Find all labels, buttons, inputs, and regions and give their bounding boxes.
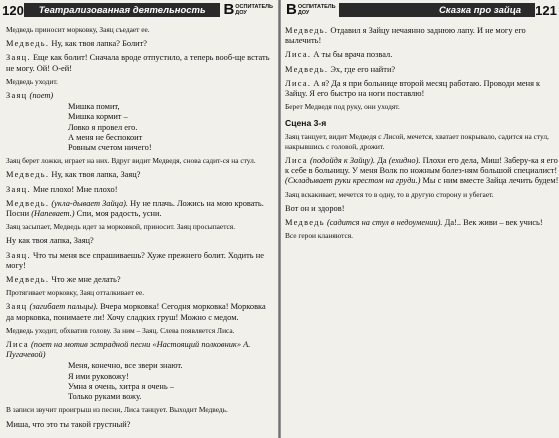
dialogue-text: Миша, что это ты такой грустный? [6, 419, 131, 429]
right-header-title: Сказка про зайца [339, 3, 535, 17]
stage-direction: Все герои кланяются. [285, 231, 354, 241]
stage-direction: Протягивает морковку, Заяц отталкивает ее. [6, 288, 145, 298]
stage-remark: (ехидно). [386, 156, 421, 166]
dialogue-text: Вот он и здоров! [285, 203, 345, 213]
dialogue-line [285, 65, 559, 75]
dialogue-text: Еще как болит! Сначала вроде отпустило, а теперь вооб-ще встать не могу. Ой! О-ей! [6, 53, 270, 73]
dialogue-line [6, 53, 272, 73]
poem-line: Ровным счетом ничего! [68, 143, 152, 153]
stage-direction: Медведь уходит, обхватив голову. За ним – Заяц. Слева появляется Лиса. [6, 325, 235, 335]
speaker-name: Медведь. [6, 198, 50, 208]
stage-remark: (поет на мотив эстрадной песни «Настоящий полковник» А. Пугачевой) [6, 340, 251, 360]
dialogue-line [6, 236, 272, 246]
dialogue-line [6, 340, 272, 360]
page-number-right: 121 [535, 2, 557, 18]
speaker-name: Заяц. [6, 184, 31, 194]
stage-remark: (Напевает.) [29, 209, 75, 219]
dialogue-line [6, 185, 272, 195]
speaker-name: Заяц. [6, 250, 31, 260]
stage-direction: В записи звучит проигрыш из песни, Лиса танцует. Выходит Медведь. [6, 405, 228, 415]
stage-direction: Медведь уходит. [6, 76, 58, 86]
poem-line: Только руками вожу. [68, 392, 142, 402]
stage-remark: (Складывает руки крестом на груди.) [285, 176, 421, 186]
poem-line: А меня не беспокоит [68, 132, 143, 142]
dialogue-text: Отдавил я Зайцу нечаянно заднюю лапу. И не могу его вылечить! [285, 26, 526, 46]
stage-direction: Заяц засыпает, Медведь идет за морковкой, приносит. Заяц просыпается. [6, 222, 236, 232]
dialogue-line [285, 26, 559, 46]
dialogue-line [285, 218, 559, 228]
dialogue-text: Ну не плачь. Ложись на мою кровать. Посни [6, 198, 264, 219]
left-header-title: Театрализованная деятельность [24, 3, 220, 17]
dialogue-text: Ну, как твоя лапка? Болит? [49, 39, 147, 49]
dialogue-text: Ну как твоя лапка, Заяц? [6, 236, 94, 246]
dialogue-line [6, 170, 272, 180]
speaker-name: Заяц [6, 302, 28, 312]
stage-direction: Берет Медведя под руку, они уходят. [285, 102, 400, 112]
poem-line: Мишка помит, [68, 102, 120, 112]
poem-line: Меня, конечно, все звери знают. [68, 361, 183, 371]
dialogue-text: Спи, моя радость, усни. [74, 209, 162, 219]
stage-direction: Заяц танцует, видит Медведя с Лисой, мечется, хватает покрывало, садится на стул, накрывшись с головой, дрожит. [285, 131, 549, 151]
dialogue-text: Да!.. Век живи – век учись! [442, 218, 543, 228]
dialogue-text: Вчера морковка! Сегодня морковка! Морковка да морковка, понимаете ли! Хочу сладких груш! Можно с медом. [6, 302, 266, 322]
dialogue-line [6, 251, 272, 271]
stage-remark: (загибает пальцы). [27, 302, 98, 312]
stage-direction: Заяц вскакивает, мечется то в одну, то в другую сторону и убегает. [285, 189, 494, 199]
speaker-name: Лиса [6, 340, 29, 350]
stage-remark: (поет) [27, 91, 54, 101]
dialogue-text: Мне плохо! Мне плохо! [30, 184, 118, 194]
speaker-name: Заяц [6, 91, 28, 101]
right-page-text [285, 22, 559, 243]
poem-line: Ловко я провел его. [68, 122, 138, 132]
poem-line: Я ими руковожу! [68, 371, 129, 381]
dialogue-text: Что же мне делать? [49, 275, 121, 285]
dialogue-text: Плохи его дела, Миш! Заберу-ка я его к себе в больницу. У меня Волк по ножным болез-ням большой специалист! [285, 156, 558, 176]
speaker-name: Заяц. [6, 53, 31, 63]
dialogue-text: Что ты меня все спрашиваешь? Хуже прежнего болит. Ходить не могу! [6, 250, 264, 270]
dialogue-text: Да [375, 156, 387, 166]
dialogue-line [6, 275, 272, 285]
poem-verse [6, 102, 272, 153]
speaker-name: Лиса [285, 156, 308, 166]
left-page-text [6, 22, 272, 430]
stage-remark: (садится на стул в недоумении). [324, 218, 443, 228]
dialogue-text: А ты бы врача позвал. [311, 50, 393, 60]
poem-line: Умна я очень, хитра я очень – [68, 381, 174, 391]
left-page-header [2, 3, 276, 17]
stage-direction: Медведь приносит морковку, Заяц съедает ее. [6, 25, 150, 34]
dialogue-text: Эх, где его найти? [328, 64, 396, 74]
right-page-header [283, 3, 557, 17]
dialogue-text: Мы с ним вместе Зайца лечить будем! [420, 176, 559, 186]
speaker-name: Лиса. [285, 78, 312, 88]
right-page [281, 0, 559, 438]
dialogue-line [6, 91, 272, 101]
speaker-name: Медведь. [6, 39, 50, 49]
dialogue-text: Ну, как твоя лапка, Заяц? [49, 170, 141, 180]
poem-line: Мишка кормит – [68, 112, 128, 122]
left-page [0, 0, 278, 438]
dialogue-line [6, 199, 272, 219]
scene-heading: Сцена 3-я [285, 118, 327, 129]
speaker-name: Медведь [285, 218, 325, 228]
dialogue-line [6, 420, 272, 430]
dialogue-line [285, 79, 559, 99]
dialogue-line [285, 156, 559, 187]
dialogue-line [285, 204, 559, 214]
poem-verse [6, 361, 272, 402]
dialogue-line [6, 39, 272, 49]
page-number-left: 120 [2, 2, 24, 18]
stage-remark: (подойдя к Зайцу). [307, 156, 376, 166]
speaker-name: Медведь. [6, 170, 50, 180]
magazine-logo-left: В ОСПИТАТЕЛЬ ДОУ [220, 3, 276, 17]
stage-remark: (укла-дывает Зайца). [49, 198, 129, 208]
dialogue-text: А я? Да я при больнице второй месяц работаю. Проводи меня к Зайцу. Я его быстро на ноги поставлю! [285, 78, 541, 99]
dialogue-line [285, 50, 559, 60]
speaker-name: Медведь. [285, 26, 329, 35]
speaker-name: Медведь. [6, 275, 50, 285]
dialogue-line [6, 302, 272, 322]
speaker-name: Медведь. [285, 64, 329, 74]
stage-direction: Заяц берет ложки, играет на них. Вдруг видит Медведя, снова садит-ся на стул. [6, 156, 256, 166]
magazine-logo-right: В ОСПИТАТЕЛЬ ДОУ [283, 3, 339, 17]
speaker-name: Лиса. [285, 50, 312, 60]
